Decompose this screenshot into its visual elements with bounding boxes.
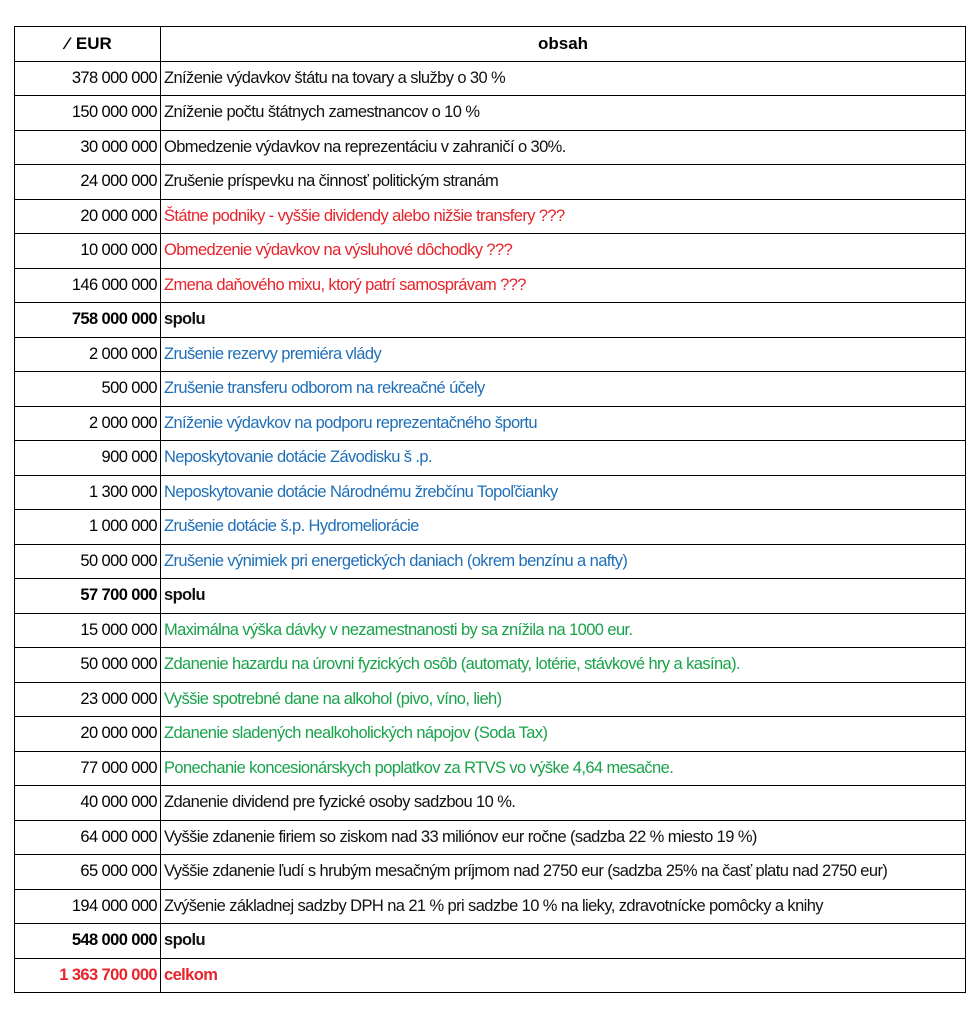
- amount-cell: 77 000 000: [15, 751, 161, 786]
- table-row: [15, 544, 966, 579]
- description-cell: Obmedzenie výdavkov na reprezentáciu v zahraničí o 30%.: [161, 130, 966, 165]
- amount-cell: 2 000 000: [15, 337, 161, 372]
- subtotal-row: [15, 303, 966, 338]
- amount-cell: 500 000: [15, 372, 161, 407]
- amount-cell: 40 000 000: [15, 786, 161, 821]
- description-cell: Obmedzenie výdavkov na výsluhové dôchodky ???: [161, 234, 966, 269]
- description-cell: Zníženie výdavkov na podporu reprezentačného športu: [161, 406, 966, 441]
- amount-cell: 1 000 000: [15, 510, 161, 545]
- amount-column-label: EUR: [75, 33, 112, 53]
- text-cursor-icon: ⁄: [65, 33, 69, 53]
- amount-cell: 1 300 000: [15, 475, 161, 510]
- amount-cell: 30 000 000: [15, 130, 161, 165]
- description-cell: Zrušenie príspevku na činnosť politickým stranám: [161, 165, 966, 200]
- description-cell: Zrušenie dotácie š.p. Hydromeliorácie: [161, 510, 966, 545]
- table-row: [15, 130, 966, 165]
- amount-cell: 20 000 000: [15, 717, 161, 752]
- amount-cell: 378 000 000: [15, 61, 161, 96]
- total-row: [15, 958, 966, 993]
- subtotal-row: [15, 924, 966, 959]
- amount-cell: 20 000 000: [15, 199, 161, 234]
- description-cell: Zdanenie hazardu na úrovni fyzických osôb (automaty, lotérie, stávkové hry a kasína).: [161, 648, 966, 683]
- table-row: [15, 786, 966, 821]
- description-cell: Zrušenie rezervy premiéra vlády: [161, 337, 966, 372]
- subtotal-label: spolu: [161, 579, 966, 614]
- description-cell: Vyššie zdanenie ľudí s hrubým mesačným príjmom nad 2750 eur (sadzba 25% na časť platu nad 2750 eur): [161, 855, 966, 890]
- amount-cell: 194 000 000: [15, 889, 161, 924]
- table-row: [15, 613, 966, 648]
- amount-cell: 65 000 000: [15, 855, 161, 890]
- amount-cell: 50 000 000: [15, 544, 161, 579]
- description-cell: Neposkytovanie dotácie Závodisku š .p.: [161, 441, 966, 476]
- table-row: [15, 648, 966, 683]
- subtotal-amount: 57 700 000: [15, 579, 161, 614]
- table-row: [15, 441, 966, 476]
- amount-cell: 50 000 000: [15, 648, 161, 683]
- description-cell: Neposkytovanie dotácie Národnému žrebčínu Topoľčianky: [161, 475, 966, 510]
- table-row: [15, 199, 966, 234]
- table-row: [15, 268, 966, 303]
- table-row: [15, 406, 966, 441]
- grand-total-label: celkom: [161, 958, 966, 993]
- description-cell: Zvýšenie základnej sadzby DPH na 21 % pri sadzbe 10 % na lieky, zdravotnícke pomôcky a knihy: [161, 889, 966, 924]
- table-body: [15, 61, 966, 993]
- description-cell: Zdanenie sladených nealkoholických nápojov (Soda Tax): [161, 717, 966, 752]
- subtotal-label: spolu: [161, 303, 966, 338]
- description-cell: Maximálna výška dávky v nezamestnanosti by sa znížila na 1000 eur.: [161, 613, 966, 648]
- table-row: [15, 510, 966, 545]
- budget-table: [14, 26, 966, 993]
- description-cell: Ponechanie koncesionárskych poplatkov za RTVS vo výške 4,64 mesačne.: [161, 751, 966, 786]
- description-cell: Zrušenie transferu odborom na rekreačné účely: [161, 372, 966, 407]
- description-cell: Zrušenie výnimiek pri energetických daniach (okrem benzínu a nafty): [161, 544, 966, 579]
- table-row: [15, 475, 966, 510]
- table-row: [15, 820, 966, 855]
- subtotal-amount: 548 000 000: [15, 924, 161, 959]
- table-row: [15, 889, 966, 924]
- amount-cell: 2 000 000: [15, 406, 161, 441]
- header-row: [15, 27, 966, 62]
- amount-cell: 150 000 000: [15, 96, 161, 131]
- description-cell: Zdanenie dividend pre fyzické osoby sadzbou 10 %.: [161, 786, 966, 821]
- amount-cell: 15 000 000: [15, 613, 161, 648]
- content-column-header: obsah: [161, 27, 966, 62]
- table-row: [15, 96, 966, 131]
- subtotal-row: [15, 579, 966, 614]
- amount-cell: 24 000 000: [15, 165, 161, 200]
- amount-cell: 23 000 000: [15, 682, 161, 717]
- amount-column-header: [15, 27, 161, 62]
- amount-cell: 64 000 000: [15, 820, 161, 855]
- amount-cell: 146 000 000: [15, 268, 161, 303]
- subtotal-label: spolu: [161, 924, 966, 959]
- description-cell: Vyššie zdanenie firiem so ziskom nad 33 miliónov eur ročne (sadzba 22 % miesto 19 %): [161, 820, 966, 855]
- table-row: [15, 717, 966, 752]
- table-row: [15, 372, 966, 407]
- description-cell: Zníženie výdavkov štátu na tovary a služby o 30 %: [161, 61, 966, 96]
- subtotal-amount: 758 000 000: [15, 303, 161, 338]
- description-cell: Vyššie spotrebné dane na alkohol (pivo, víno, lieh): [161, 682, 966, 717]
- table-row: [15, 234, 966, 269]
- grand-total-amount: 1 363 700 000: [15, 958, 161, 993]
- table-row: [15, 751, 966, 786]
- description-cell: Zníženie počtu štátnych zamestnancov o 10 %: [161, 96, 966, 131]
- description-cell: Zmena daňového mixu, ktorý patrí samosprávam ???: [161, 268, 966, 303]
- table-row: [15, 61, 966, 96]
- amount-cell: 900 000: [15, 441, 161, 476]
- amount-cell: 10 000 000: [15, 234, 161, 269]
- table-row: [15, 337, 966, 372]
- description-cell: Štátne podniky - vyššie dividendy alebo nižšie transfery ???: [161, 199, 966, 234]
- table-row: [15, 682, 966, 717]
- table-row: [15, 165, 966, 200]
- table-row: [15, 855, 966, 890]
